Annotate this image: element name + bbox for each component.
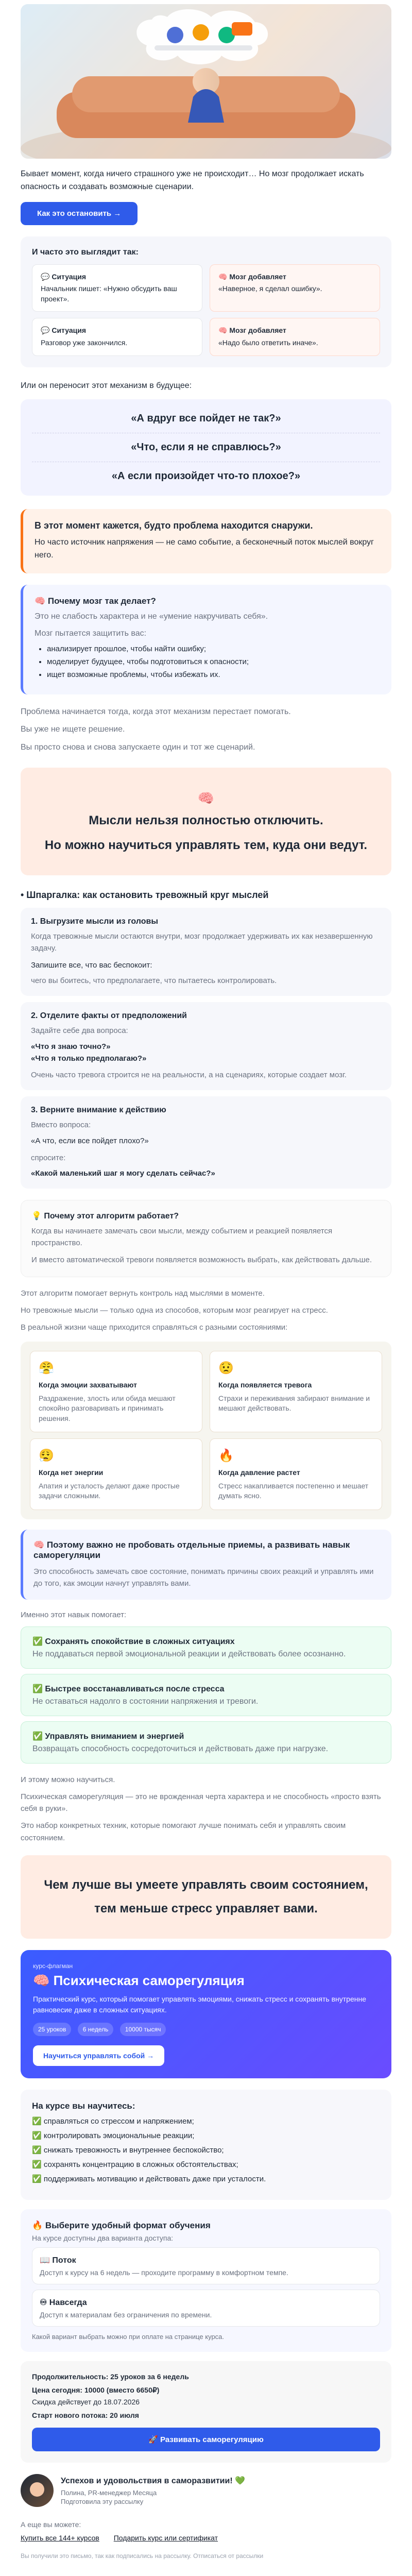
important-text: Это способность замечать свое состояние, понимать причины своих реакций и управлять ими до того, как эмоции начнут управлять вами.: [33, 1567, 374, 1588]
often-item-3-title: 💬 Ситуация: [41, 326, 87, 335]
important-title: 🧠 Поэтому важно не пробовать отдельные приемы, а развивать навык саморегуляции: [33, 1539, 350, 1560]
cheatsheet-s2-q1: «Что я знаю точно?»: [31, 1042, 111, 1052]
footer: [21, 2520, 391, 2561]
cheatsheet-s2-p2: Очень часто тревога строится не на реальности, а на сценариях, которые создает мозг.: [31, 1070, 347, 1079]
tile-pressure-icon: 🔥: [218, 1449, 234, 1463]
helps-item-2-text: Не оставаться надолго в состоянии напряжения и тревоги.: [32, 1697, 259, 1706]
often-item-2-title: 🧠 Мозг добавляет: [218, 272, 286, 281]
learn-block: [21, 1774, 391, 1844]
cheatsheet-s3-q2: «Какой маленький шаг я могу сделать сейчас?»: [31, 1168, 215, 1178]
cheatsheet-s3-p1: Вместо вопроса:: [31, 1120, 91, 1129]
author-desc: Подготовила эту рассылку: [61, 2497, 144, 2505]
tile-pressure-title: Когда давление растет: [218, 1468, 300, 1477]
tile-emotions-title: Когда эмоции захватывают: [39, 1381, 137, 1389]
course-button[interactable]: Научиться управлять собой →: [33, 2045, 164, 2066]
learn-p1: И этому можно научиться.: [21, 1775, 115, 1784]
author-title: Успехов и удовольствия в саморазвитии! 💚: [61, 2476, 246, 2485]
cheatsheet-s1: [21, 908, 391, 996]
footer-link-buy-all[interactable]: Купить все 144+ курсов: [21, 2533, 99, 2542]
course-card: [21, 1950, 391, 2078]
why-bullet-3: • ищет возможные проблемы, чтобы избежать их.: [47, 670, 380, 679]
cheatsheet-title: • Шпаргалка: как остановить тревожный круг мыслей: [21, 889, 269, 900]
tile-emotions-text: Раздражение, злость или обида мешают спокойно разговаривать и принимать решения.: [39, 1394, 176, 1422]
tile-anxiety-icon: 😟: [218, 1361, 234, 1376]
tile-pressure: [210, 1438, 382, 1510]
you-item-4: ✅ сохранять концентрацию в сложных обстоятельствах;: [32, 2160, 238, 2169]
tile-emotions-icon: 😤: [39, 1361, 54, 1376]
price-button[interactable]: 🚀 Развивать саморегуляцию: [32, 2428, 380, 2451]
future-q1: «А вдруг все пойдет не так?»: [32, 404, 380, 433]
helps-item-3-text: Возвращать способность сосредоточиться и действовать даже при нагрузке.: [32, 1744, 329, 1753]
big-quote-2-line2: тем меньше стресс управляет вами.: [94, 1901, 318, 1916]
big-quote-2: [21, 1855, 391, 1939]
author-text: [61, 2476, 245, 2505]
legal-text: Вы получили это письмо, так как подписались на рассылку. Отписаться от рассылки: [21, 2552, 264, 2560]
you-item-5: ✅ поддерживать мотивацию и действовать даже при усталости.: [32, 2174, 266, 2183]
cheatsheet-s1-p2: Запишите все, что вас беспокоит:: [31, 961, 152, 970]
intro-cta: [21, 202, 391, 225]
tiles-row-2: [30, 1438, 382, 1510]
why-bullet-1: • анализирует прошлое, чтобы найти ошибку;: [47, 645, 380, 653]
often-item-3: [32, 318, 202, 355]
author-avatar: [21, 2474, 54, 2507]
often-item-2: [210, 264, 380, 312]
often-item-1: [32, 264, 202, 312]
moment-title: В этот момент кажется, будто проблема находится снаружи.: [35, 520, 313, 531]
you-item-2: ✅ контролировать эмоциональные реакции;: [32, 2131, 195, 2140]
hero-illustration: [21, 4, 391, 159]
helps-item-2: [21, 1674, 391, 1716]
price-l3: Скидка действует до 18.07.2026: [32, 2397, 140, 2406]
format-title: 🔥 Выберите удобный формат обучения: [32, 2220, 211, 2230]
often-row-1: [32, 264, 380, 312]
author-block: [21, 2474, 391, 2507]
future-quotes: [21, 399, 391, 496]
tile-anxiety-title: Когда появляется тревога: [218, 1381, 312, 1389]
course-title: 🧠 Психическая саморегуляция: [33, 1972, 245, 1988]
helps-lead: Именно этот навык помогает:: [21, 1611, 127, 1620]
future-lead: Или он переносит этот механизм в будущее:: [21, 381, 192, 390]
cheatsheet-s3-title: 3. Верните внимание к действию: [31, 1105, 166, 1114]
format-option-stream: [32, 2247, 380, 2284]
format-note: Какой вариант выбрать можно при оплате на странице курса.: [32, 2332, 225, 2341]
learn-p3: Это набор конкретных техник, которые помогают лучше понимать себя и управлять своим состоянием.: [21, 1821, 346, 1842]
tile-pressure-text: Стресс накапливается постепенно и мешает думать ясно.: [218, 1481, 369, 1500]
why-p2: Мозг пытается защитить вас:: [35, 629, 147, 638]
often-item-2-text: «Наверное, я сделал ошибку».: [218, 284, 322, 293]
price-l2: Цена сегодня: 10000 (вместо 6650₽): [32, 2385, 160, 2394]
why-card: [21, 585, 391, 694]
course-desc: Практический курс, который помогает управлять эмоциями, снижать стресс и сохранять внутренне равновесие даже в сложных ситуациях.: [33, 1994, 366, 2014]
often-item-4-text: «Надо было ответить иначе».: [218, 338, 318, 347]
works-title: 💡 Почему этот алгоритм работает?: [31, 1211, 179, 1221]
price-l1: Продолжительность: 25 уроков за 6 недель: [32, 2372, 189, 2381]
after-p2: Вы уже не ищете решение.: [21, 725, 125, 734]
cheatsheet-s1-title: 1. Выгрузите мысли из головы: [31, 917, 159, 926]
tile-emotions: [30, 1351, 202, 1432]
big-quote: [21, 768, 391, 875]
tile-energy-text: Апатия и усталость делают даже простые задачи сложными.: [39, 1481, 180, 1500]
future-q3: «А если произойдет что-то плохое?»: [111, 470, 301, 482]
big-quote-emoji: 🧠: [197, 790, 215, 806]
works-p2: И вместо автоматической тревоги появляется возможность выбрать, как действовать дальше.: [31, 1256, 372, 1265]
works-card: [21, 1200, 391, 1277]
often-item-4: [210, 318, 380, 355]
cheatsheet-s2-p1: Задайте себе два вопроса:: [31, 1026, 128, 1035]
why-title: 🧠 Почему мозг так делает?: [35, 596, 156, 606]
footer-links: [21, 2534, 391, 2542]
you-card: [21, 2090, 391, 2200]
big-quote-line2: Но можно научиться управлять тем, куда они ведут.: [44, 838, 368, 852]
course-tag: курс-флагман: [33, 1962, 73, 1970]
helps-item-2-title: ✅ Быстрее восстанавливаться после стресса: [32, 1684, 225, 1693]
tile-energy: [30, 1438, 202, 1510]
intro-cta-button[interactable]: Как это остановить →: [21, 202, 138, 225]
future-block: [21, 380, 391, 496]
you-item-3: ✅ снижать тревожность и внутреннее беспокойство;: [32, 2145, 224, 2155]
often-item-3-text: Разговор уже закончился.: [41, 338, 128, 347]
often-title: И часто это выглядит так:: [32, 247, 139, 257]
cheatsheet-s2-title: 2. Отделите факты от предположений: [31, 1011, 187, 1020]
author-name: Полина, PR-менеджер Месяца: [61, 2488, 157, 2497]
moment-card: [21, 509, 391, 573]
why-bullets: [35, 645, 380, 679]
footer-lead: А еще вы можете:: [21, 2520, 81, 2529]
intro-block: [21, 168, 391, 225]
tile-anxiety-text: Страхи и переживания забирают внимание и мешают действовать.: [218, 1394, 370, 1413]
big-quote-2-line1: Чем лучше вы умеете управлять своим состоянием,: [44, 1877, 368, 1892]
format-card: [21, 2209, 391, 2352]
middle-block: [21, 1287, 391, 1334]
learn-p2: Психическая саморегуляция — это не врожденная черта характера и не способность «просто взять себя в руки».: [21, 1792, 381, 1814]
after-p3: Вы просто снова и снова запускаете один и тот же сценарий.: [21, 743, 255, 752]
cheatsheet-s3: [21, 1096, 391, 1189]
course-pill-lessons: 25 уроков: [33, 2023, 71, 2036]
after-block: [21, 706, 391, 754]
helps-item-1-text: Не поддаваться первой эмоциональной реакции и действовать более осознанно.: [32, 1649, 346, 1658]
footer-link-gift[interactable]: Подарить курс или сертификат: [113, 2533, 218, 2542]
tile-anxiety: [210, 1351, 382, 1432]
you-title: На курсе вы научитесь:: [32, 2100, 135, 2111]
why-bullet-2: • моделирует будущее, чтобы подготовиться к опасности;: [47, 657, 380, 666]
format-option-stream-text: Доступ к курсу на 6 недель — проходите программу в комфортном темпе.: [40, 2268, 288, 2277]
helps-item-1: [21, 1626, 391, 1669]
tile-energy-icon: 😮‍💨: [39, 1449, 54, 1463]
big-quote-line1: Мысли нельзя полностью отключить.: [89, 813, 323, 827]
price-l4: Старт нового потока: 20 июля: [32, 2411, 139, 2419]
format-option-forever-text: Доступ к материалам без ограничения по времени.: [40, 2310, 212, 2319]
hero-svg: [21, 4, 391, 159]
why-section: [35, 596, 380, 679]
works-p1: Когда вы начинаете замечать свои мысли, между событием и реакцией появляется пространство.: [31, 1226, 333, 1248]
you-item-1: ✅ справляться со стрессом и напряжением;: [32, 2116, 194, 2126]
author-avatar-face: [30, 2482, 44, 2497]
cheatsheet-s2: [21, 1002, 391, 1090]
format-option-forever: [32, 2290, 380, 2327]
helps-block: [21, 1609, 391, 1763]
course-pills: [33, 2023, 379, 2036]
often-item-1-title: 💬 Ситуация: [41, 272, 87, 281]
middle-p3: В реальной жизни чаще приходится справляться с разными состояниями:: [21, 1323, 288, 1332]
after-p1: Проблема начинается тогда, когда этот механизм перестает помогать.: [21, 707, 291, 716]
format-option-forever-title: ♾ Навсегда: [40, 2298, 87, 2307]
often-card: [21, 236, 391, 367]
middle-p2: Но тревожные мысли — только одна из способов, которым мозг реагирует на стресс.: [21, 1306, 328, 1315]
price-card: [21, 2361, 391, 2463]
price-button-wrap: [32, 2428, 380, 2451]
middle-p1: Этот алгоритм помогает вернуть контроль над мыслями в моменте.: [21, 1289, 265, 1298]
intro-text: Бывает момент, когда ничего страшного уже не происходит… Но мозг продолжает искать опасность и создавать возможные сценарии.: [21, 170, 364, 191]
course-pill-users: 10000 тысяч: [120, 2023, 166, 2036]
tiles-row-1: [30, 1351, 382, 1432]
often-row-2: [32, 318, 380, 355]
cheatsheet-s3-p2: спросите:: [31, 1154, 66, 1163]
helps-item-3-title: ✅ Управлять вниманием и энергией: [32, 1732, 184, 1741]
important-card: [21, 1530, 391, 1600]
helps-item-1-title: ✅ Сохранять спокойствие в сложных ситуациях: [32, 1637, 235, 1646]
cheatsheet-s2-q2: «Что я только предполагаю?»: [31, 1054, 147, 1063]
format-lead: На курсе доступны два варианта доступа:: [32, 2233, 174, 2242]
often-item-1-text: Начальник пишет: «Нужно обсудить ваш проект».: [41, 284, 177, 303]
often-item-4-title: 🧠 Мозг добавляет: [218, 326, 286, 335]
course-button-wrap: [33, 2045, 379, 2066]
why-p1: Это не слабость характера и не «умение накручивать себя».: [35, 612, 268, 621]
cheatsheet-s3-q1: «А что, если все пойдет плохо?»: [31, 1137, 149, 1146]
cheatsheet: [21, 890, 391, 1189]
helps-item-3: [21, 1721, 391, 1764]
cheatsheet-s1-p1: Когда тревожные мысли остаются внутри, мозг продолжает удерживать их как незавершенную задачу.: [31, 931, 373, 953]
helps-list: [21, 1626, 391, 1764]
cheatsheet-s1-p3: чего вы боитесь, что предполагаете, что пытаетесь контролировать.: [31, 976, 277, 985]
future-q2: «Что, если я не справлюсь?»: [32, 433, 380, 462]
format-option-stream-title: 📖 Поток: [40, 2256, 76, 2265]
course-pill-weeks: 6 недель: [78, 2023, 114, 2036]
tiles-card: [21, 1342, 391, 1519]
moment-text: Но часто источник напряжения — не само событие, а бесконечный поток мыслей вокруг него.: [35, 538, 374, 560]
tile-energy-title: Когда нет энергии: [39, 1468, 104, 1477]
